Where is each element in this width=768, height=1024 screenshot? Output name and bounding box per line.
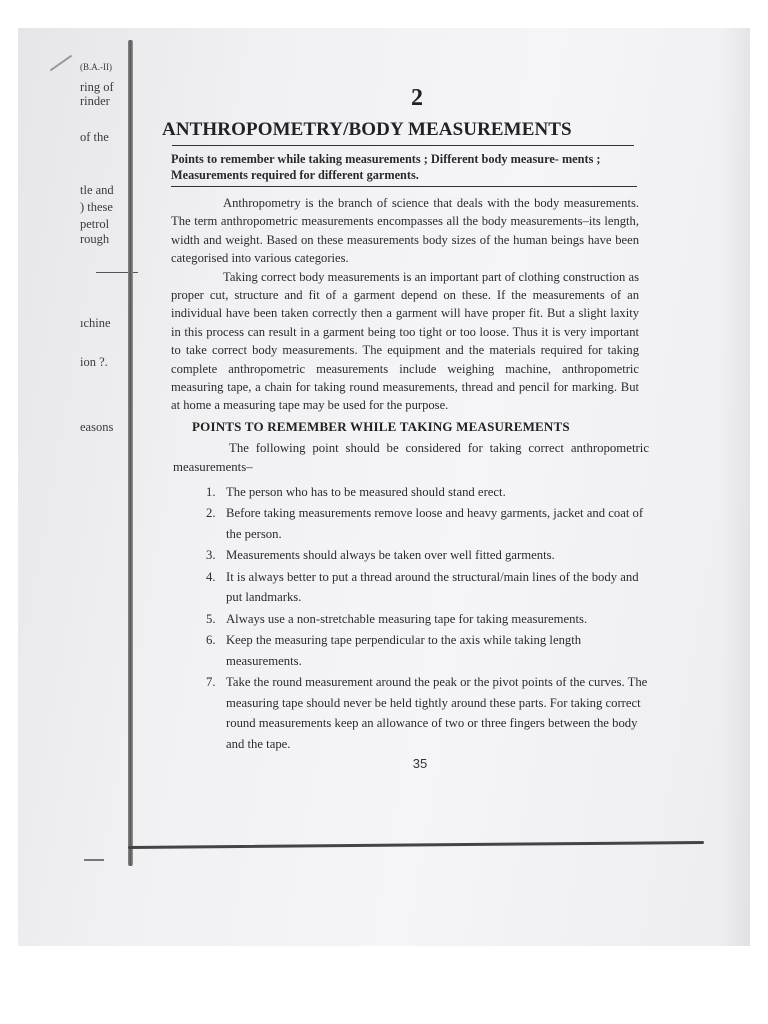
page-bottom-line xyxy=(128,841,704,849)
list-item-text: Keep the measuring tape perpendicular to the axis while taking length measurements. xyxy=(226,633,582,668)
photographed-page xyxy=(18,28,750,946)
list-item xyxy=(206,482,656,503)
list-item-number: 5. xyxy=(206,611,216,626)
chapter-number: 2 xyxy=(411,85,423,111)
previous-page-fragment: rough xyxy=(80,232,110,246)
list-item-text: Measurements should always be taken over well fitted garments. xyxy=(226,548,555,563)
subheading-rule xyxy=(171,186,637,187)
page-shadow xyxy=(720,28,750,946)
list-item-text: It is always better to put a thread around the structural/main lines of the body and put landmarks. xyxy=(226,569,639,605)
list-item-text: Take the round measurement around the peak or the pivot points of the curves. The measuring tape should never be held tightly around these parts. For taking correct round measurements keep an allowance of two or three fingers between the body and the tape. xyxy=(226,675,648,751)
list-item-number: 1. xyxy=(206,484,216,499)
list-item xyxy=(206,503,656,544)
list-item xyxy=(206,567,656,608)
previous-page-fragment: tle and xyxy=(80,183,114,197)
page-content xyxy=(152,84,648,771)
list-item-number: 4. xyxy=(206,569,216,584)
points-list xyxy=(152,482,656,755)
previous-page-fragment: rinder xyxy=(80,94,110,108)
previous-page-fragment: petrol xyxy=(80,217,110,231)
list-item xyxy=(206,672,656,754)
previous-page-fragment: ring of xyxy=(80,80,114,94)
paragraph-intro: Anthropometry is the branch of science that deals with the body measurements. The term anthropometric measurements encompasses all the body measurements–its length, width and weight. Based on these measurements body sizes of the human beings have been categorised into various categories. xyxy=(171,196,639,266)
previous-page-fragment: ) these xyxy=(80,200,113,214)
previous-page-fragment: (B.A.-II) xyxy=(80,62,112,72)
list-item xyxy=(206,630,656,671)
list-item-number: 3. xyxy=(206,548,216,563)
list-item xyxy=(206,609,656,630)
previous-page-bottom-line xyxy=(84,859,104,861)
previous-page-fragment: ıchine xyxy=(80,316,111,330)
previous-page-fragment: easons xyxy=(80,420,114,434)
section-intro: The following point should be considered for taking correct anthropometric measurements– xyxy=(173,440,649,474)
chapter-title: ANTHROPOMETRY/BODY MEASUREMENTS xyxy=(162,119,572,140)
list-item xyxy=(206,545,656,566)
page-number: 35 xyxy=(412,756,428,772)
chapter-subheading: Points to remember while taking measurements ; Different body measure- ments ; Measurements required for different garments. xyxy=(171,152,601,182)
previous-page-fragment: of the xyxy=(80,130,109,144)
list-item-number: 2. xyxy=(206,506,216,521)
list-item-number: 6. xyxy=(206,633,216,648)
pen-mark xyxy=(50,55,72,72)
title-rule xyxy=(172,145,634,146)
list-item-text: Before taking measurements remove loose and heavy garments, jacket and coat of the person. xyxy=(226,506,644,541)
list-item-number: 7. xyxy=(206,675,216,689)
list-item-text: Always use a non-stretchable measuring tape for taking measurements. xyxy=(226,611,588,626)
previous-page-fragment: ion ?. xyxy=(80,355,108,369)
list-item-text: The person who has to be measured should stand erect. xyxy=(226,484,506,499)
section-heading: POINTS TO REMEMBER WHILE TAKING MEASUREMENTS xyxy=(192,418,570,434)
page-binding-line xyxy=(128,40,133,866)
paragraph-importance: Taking correct body measurements is an important part of clothing construction as proper cut, structure and fit of a garment depend on these. If the measurements of an individual have been taken correctly then a garment will have proper fit. But a slight laxity in this process can result in a garment being too tight or too loose. Thus it is very important to take correct body measurements. The equipment and the materials required for taking complete anthropometric measurements include weighing machine, anthropometric measuring tape, a chain for taking round measurements, thread and pencil for marking. But at home a measuring tape may be used for the purpose. xyxy=(171,269,639,413)
